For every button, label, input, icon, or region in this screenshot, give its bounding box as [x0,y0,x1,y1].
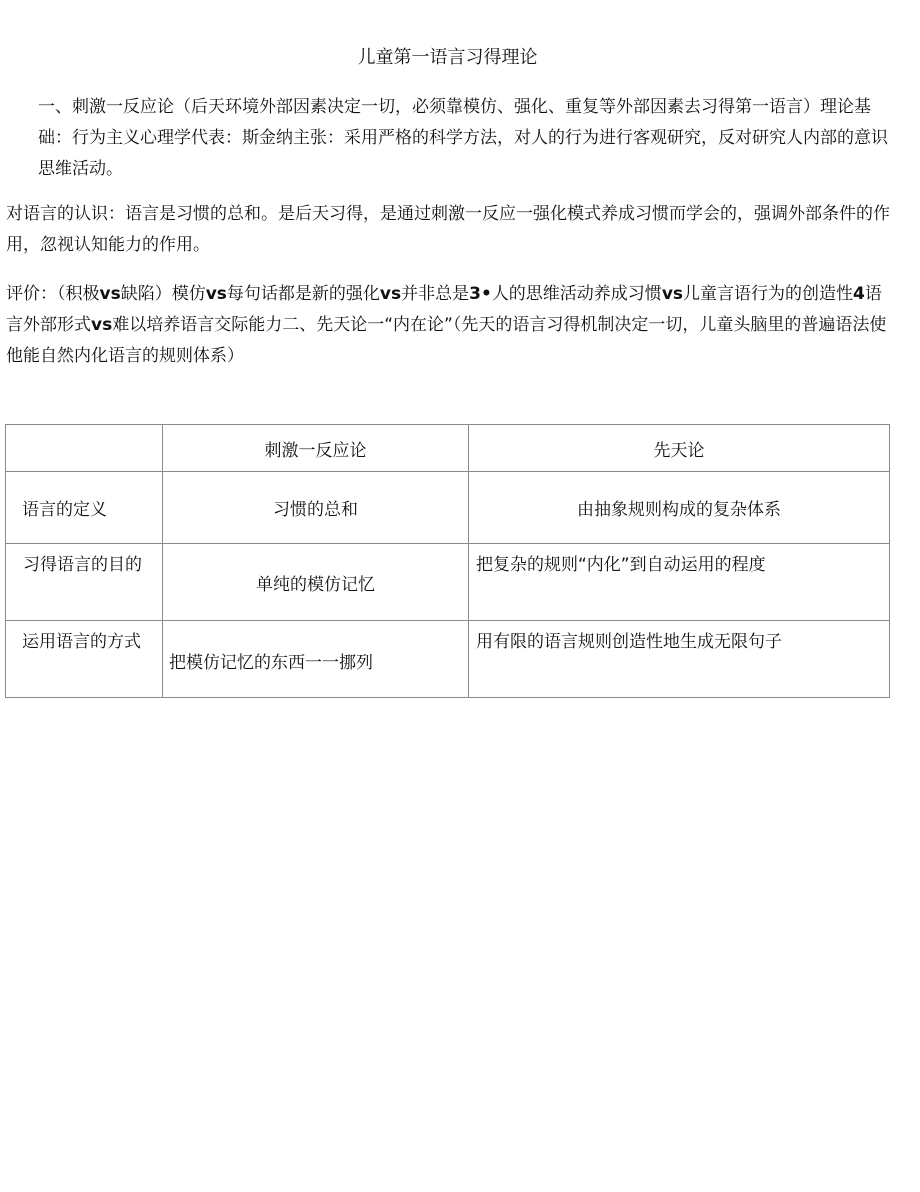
eval-bold-vs: vs [205,284,227,304]
table-header-cell: 先天论 [469,425,890,472]
comparison-table [5,424,890,698]
eval-bold-vs: vs [91,315,113,335]
paragraph-stimulus-response: 一、刺激一反应论（后天环境外部因素决定一切，必须靠模仿、强化、重复等外部因素去习得第一语言）理论基础：行为主义心理学代表：斯金纳主张：采用严格的科学方法，对人的行为进行客观研究，反对研究人内部的意识思维活动。 [38,97,888,179]
table-cell: 由抽象规则构成的复杂体系 [469,472,890,544]
table-cell [163,544,469,621]
eval-bold-number: 3• [469,284,492,304]
eval-bold-number: 4 [853,284,865,304]
paragraph-language-view: 对语言的认识：语言是习惯的总和。是后天习得，是通过刺激一反应一强化模式养成习惯而学会的，强调外部条件的作用，忽视认知能力的作用。 [6,204,890,255]
table-header-row [6,425,890,472]
row-label-cell [6,544,163,621]
eval-text: 难以培养语言交际能力二、先天论一“内在论”（先天的语言习得机制决定一切，儿童头脑里的普遍语法使他能自然内化语言的规则体系） [6,315,887,366]
eval-text: 缺陷）模仿 [120,284,206,304]
paragraph-evaluation [6,279,890,372]
table-cell [469,621,890,698]
table-header-cell [6,425,163,472]
eval-text: 并非总是 [401,284,470,304]
table-cell: 习惯的总和 [163,472,469,544]
document-title: 儿童第一语言习得理论 [357,47,538,68]
eval-bold-vs: vs [661,284,684,304]
table-cell [163,621,469,698]
cell-text: 用有限的语言规则创造性地生成无限句子 [476,632,782,652]
table-row [6,621,890,698]
row-label: 习得语言的目的 [23,555,142,575]
table-row [6,472,890,544]
table-header-cell: 刺激一反应论 [163,425,469,472]
eval-text: 每句话都是新的强化 [226,284,380,304]
table-row [6,544,890,621]
eval-text: 语言外部形式 [6,284,882,335]
row-label-cell [6,621,163,698]
row-label: 语言的定义 [6,472,163,544]
eval-text: 人的思维活动养成习惯 [491,284,662,304]
eval-text: 儿童言语行为的创造性 [683,284,854,304]
eval-bold-vs: vs [99,284,121,304]
eval-text: 评价：（积极 [6,284,100,304]
cell-text: 把模仿记忆的东西一一挪列 [169,653,373,673]
eval-bold-vs: vs [379,284,402,304]
table-cell [469,544,890,621]
cell-text: 把复杂的规则“内化”到自动运用的程度 [476,555,766,575]
row-label: 运用语言的方式 [22,632,141,652]
cell-text: 单纯的模仿记忆 [256,575,375,595]
